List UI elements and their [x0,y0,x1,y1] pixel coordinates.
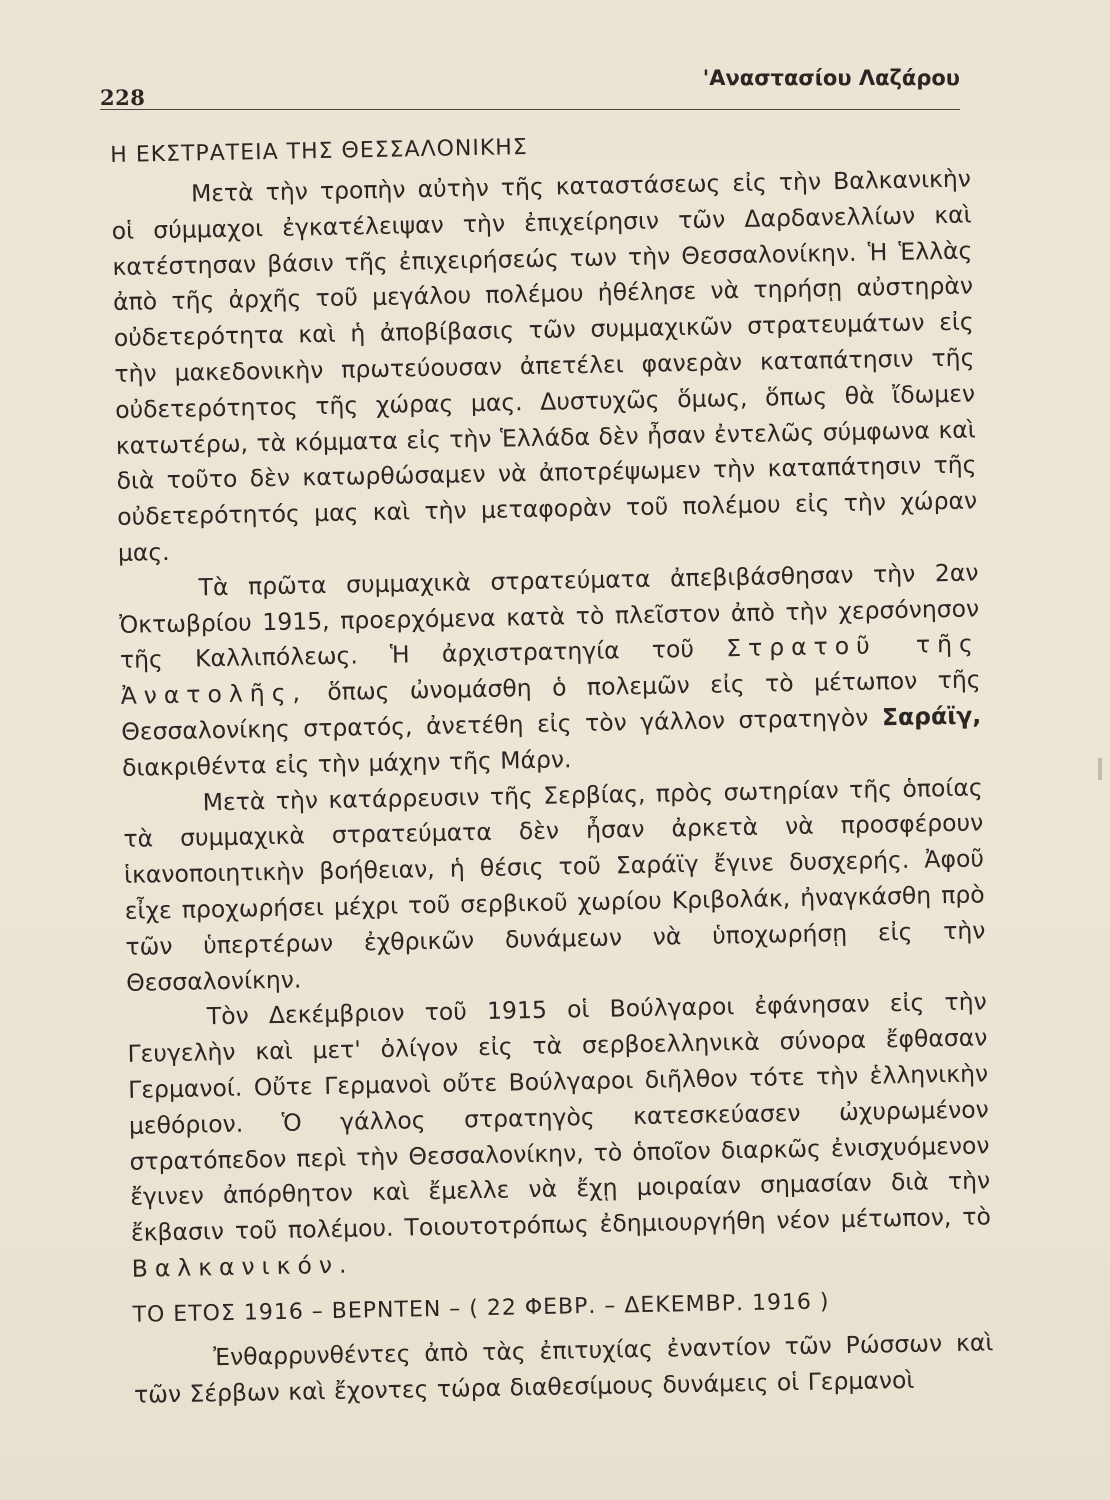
balkan-front: Βαλκανικόν. [131,1250,354,1283]
page-header [100,50,960,110]
paragraph-2-middle: ὅπως ὠνομάσθη ὁ πολεμῶν εἰς τὸ μέτωπον τῆς Θεσσαλονίκης στρατός, ἀνετέθη εἰς τὸν γάλλον στρατηγὸν [121,665,981,746]
paragraph-2-end: διακριθέντα εἰς τὴν μάχην τῆς Μάρν. [121,745,572,782]
paragraph-5: Ἐνθαρρυνθέντες ἀπὸ τὰς ἐπιτυχίας ἐναντίον τῶν Ρώσσων καὶ τῶν Σέρβων καὶ ἔχοντες τώρα διαθεσίμους δυνάμεις οἱ Γερμανοὶ [133,1327,994,1409]
paragraph-1: Μετὰ τὴν τροπὴν αὐτὴν τῆς καταστάσεως εἰς τὴν Βαλκανικὴν οἱ σύμμαχοι ἐγκατέλειψαν τὴν ἐπιχείρησιν τῶν Δαρδανελλίων καὶ κατέστησαν βάσιν τῆς ἐπιχειρήσεώς των τὴν Θεσσαλονίκην. Ἡ Ἑλλὰς ἀπὸ τῆς ἀρχῆς τοῦ μεγάλου πολέμου ἠθέλησε νὰ τηρήσῃ αὐστηρὰν οὐδετερότητα καὶ ἡ ἀποβίβασις τῶν συμμαχικῶν στρατευμάτων εἰς τὴν μακεδονικὴν πρωτεύουσαν ἀπετέλει φανερὰν καταπάτησιν τῆς οὐδετερότητος τῆς χώρας μας. Δυστυχῶς ὅμως, ὅπως θὰ ἴδωμεν κατωτέρω, τὰ κόμματα εἰς τὴν Ἑλλάδα δὲν ἦσαν ἐντελῶς σύμφωνα καὶ διὰ τοῦτο δὲν κατωρθώσαμεν νὰ ἀποτρέψωμεν τὴν καταπάτησιν τῆς οὐδετερότητός μας καὶ τὴν μεταφορὰν τοῦ πολέμου εἰς τὴν χώραν μας. [111,164,978,567]
paragraph-3: Μετὰ τὴν κατάρρευσιν τῆς Σερβίας, πρὸς σωτηρίαν τῆς ὁποίας τὰ συμμαχικὰ στρατεύματα δὲν ἦσαν ἀρκετὰ νὰ προσφέρουν ἱκανοποιητικὴν βοήθειαν, ἡ θέσις τοῦ Σαράϊγ ἔγινε δυσχερής. Ἀφοῦ εἶχε προχωρήσει μέχρι τοῦ σερβικοῦ χωρίου Κριβολάκ, ἠναγκάσθη πρὸ τῶν ὑπερτέρων ἐχθρικῶν δυνάμεων νὰ ὑποχωρήσῃ εἰς τὴν Θεσσαλονίκην. [123,772,986,997]
page-number: 228 [100,85,146,110]
paragraph-4 [127,985,992,1288]
header-rule [100,109,960,110]
body-text [110,123,994,1413]
paragraph-4-start: Τὸν Δεκέμβριον τοῦ 1915 οἱ Βούλγαροι ἐφάνησαν εἰς τὴν Γευγελὴν καὶ μετ' ὀλίγον εἰς τὰ σερβοελληνικὰ σύνορα ἔφθασαν Γερμανοί. Οὔτε Γερμανοὶ οὔτε Βούλγαροι διῆλθον τότε τὴν ἑλληνικὴν μεθόριον. Ὁ γάλλος στρατηγὸς κατεσκεύασεν ὠχυρωμένον στρατόπεδον περὶ τὴν Θεσσαλονίκην, τὸ ὁποῖον διαρκῶς ἐνισχυόμενον ἔγινεν ἀπόρθητον καὶ ἔμελλε νὰ ἔχῃ μοιραίαν σημασίαν διὰ τὴν ἔκβασιν τοῦ πολέμου. Τοιουτοτρόπως ἐδημιουργήθη νέον μέτωπον, τὸ [127,987,992,1247]
army-of-the-east: Στρατοῦ τῆς Ἀνατολῆς, [120,629,981,711]
section-heading-1916: ΤΟ ΕΤΟΣ 1916 – ΒΕΡΝΤΕΝ – ( 22 ΦΕΒΡ. – ΔΕΚΕΜΒΡ. 1916 ) [132,1289,830,1328]
paper-mark [1098,758,1102,780]
paragraph-2 [118,555,982,786]
paragraph-2-start: Τὰ πρῶτα συμμαχικὰ στρατεύματα ἀπεβιβάσθησαν τὴν 2αν Ὀκτωβρίου 1915, προερχόμενα κατὰ τὸ πλεῖστον ἀπὸ τὴν χερσόνησον τῆς Καλλιπόλεως. Ἡ ἀρχιστρατηγία τοῦ [119,558,980,675]
general-sarrail: Σαράϊγ, [881,701,982,732]
section-heading-thessaloniki: Η ΕΚΣΤΡΑΤΕΙΑ ΤΗΣ ΘΕΣΣΑΛΟΝΙΚΗΣ [110,134,528,168]
running-head-author: 'Αναστασίου Λαζάρου [702,66,960,90]
